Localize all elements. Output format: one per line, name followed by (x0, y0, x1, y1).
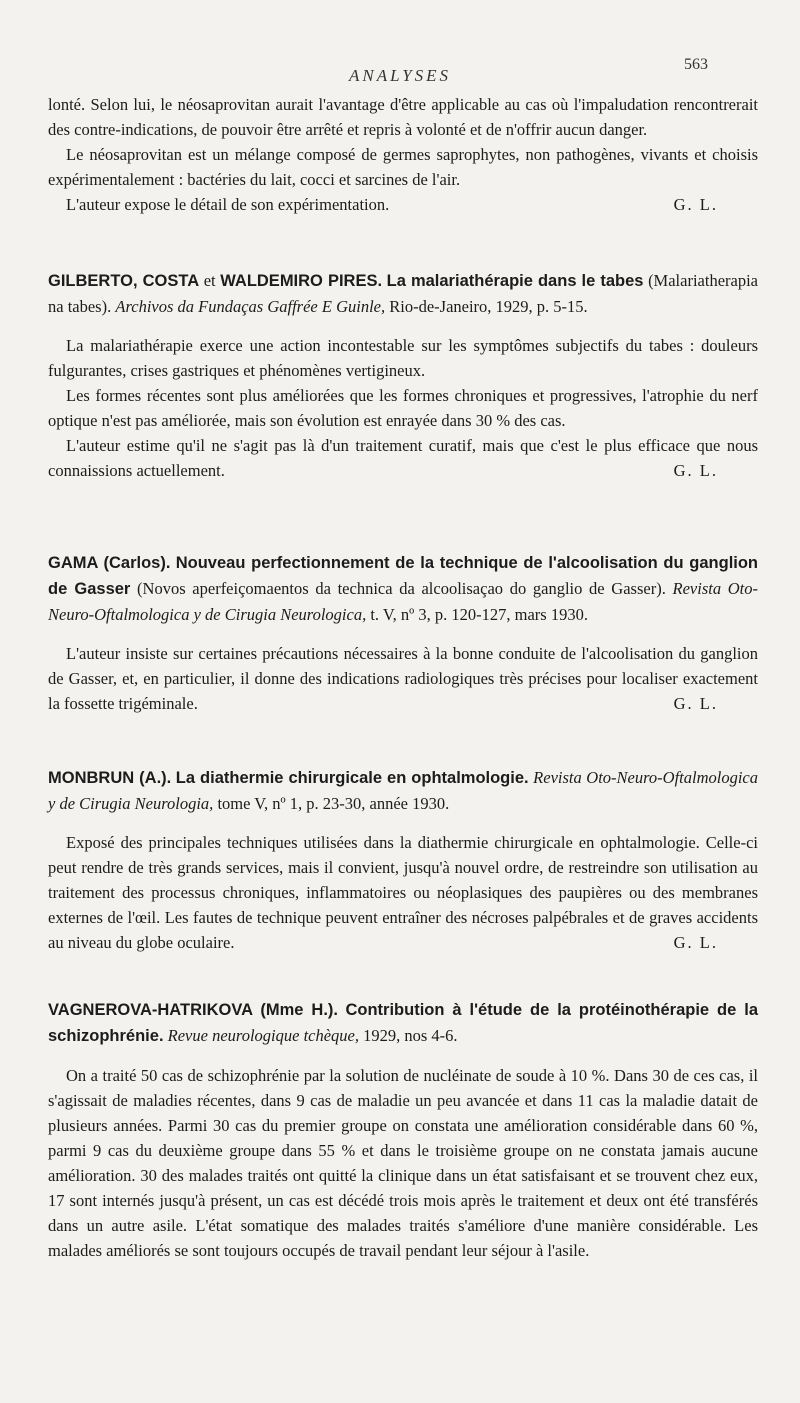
article-vagnerova (48, 997, 758, 1263)
article-title: Contribution à l'étude de la protéinothérapie de la schizophrénie. (48, 1001, 759, 1045)
article-ref: (Malariatherapia na tabes). (48, 271, 758, 316)
article-paragraph: L'auteur insiste sur certaines précautions nécessaires à la bonne conduite de l'alcoolisation du ganglion de Gasser, et, en particulier, il donne des indications radiologiques très précises pour localiser exactement la fossette trigéminale. G. L. (48, 641, 758, 716)
article-title: Nouveau perfectionnement de la technique de l'alcoolisation du ganglion de Gasser (48, 554, 759, 598)
article-ref: (Novos aperfeiçomaentos da technica da alcoolisaçao do ganglio de Gasser). (130, 579, 673, 598)
article-paragraph: Exposé des principales techniques utilisées dans la diathermie chirurgicale en ophtalmologie. Celle-ci peut rendre de très grands services, mais il convient, jusqu'à nouvel ordre, de restreindre son utilisation au traitement des processus chroniques, inflammatoires ou néoplasiques des paupières ou des membranes externes de l'œil. Les fautes de technique peuvent entraîner des nécroses palpébrales et de graves accidents au niveau du globe oculaire. G. L. (48, 830, 758, 955)
article-ref-tail: t. V, nº 3, p. 120-127, mars 1930. (366, 605, 588, 624)
article-authors: VAGNEROVA-HATRIKOVA (Mme H.). (48, 1001, 338, 1019)
author-conjunction: et (199, 271, 221, 290)
article-journal: Revista Oto-Neuro-Oftalmologica y de Cirugia Neurologia, (48, 768, 758, 813)
article-paragraph: On a traité 50 cas de schizophrénie par la solution de nucléinate de soude à 10 %. Dans 30 de ces cas, il s'agissait de maladies récentes, dans 9 cas de maladie un peu avancée et dans 11 cas la maladie datait de plusieurs années. Parmi 30 cas du premier groupe on constata une amélioration considérable dans 60 %, parmi 9 cas du deuxième groupe dans 55 % et dans le troisième groupe on ne constata jamais aucune amélioration. 30 des malades traités ont quitté la clinique dans un état satisfaisant et se trouvent chez eux, 17 sont internés jusqu'à présent, un cas est décédé trois mois après le traitement et deux ont été transférés dans un autre asile. L'état somatique des malades traités s'améliore d'une manière considérable. Les malades améliorés se sont toujours occupés de travail pendant leur séjour à l'asile. (48, 1066, 758, 1260)
article-paragraph: Les formes récentes sont plus améliorées que les formes chroniques et progressives, l'atrophie du nerf optique n'est pas améliorée, mais son évolution est enrayée dans 30 % des cas. (48, 386, 758, 430)
article-journal: Revista Oto-Neuro-Oftalmologica y de Cirugia Neurologica, (48, 579, 759, 624)
article-ref-tail: tome V, nº 1, p. 23-30, année 1930. (213, 794, 450, 813)
article-heading (48, 550, 758, 627)
article-title: La diathermie chirurgicale en ophtalmologie. (175, 769, 529, 787)
article-authors: MONBRUN (A.). (48, 769, 172, 787)
signature: G. L. (673, 195, 718, 214)
article-authors: GAMA (Carlos). (48, 554, 171, 572)
signature: G. L. (673, 933, 718, 952)
article-ref-tail: 1929, nos 4-6. (359, 1026, 458, 1045)
article-heading (48, 268, 758, 319)
article-paragraph: La malariathérapie exerce une action incontestable sur les symptômes subjectifs du tabes : douleurs fulgurantes, crises gastriques et phénomènes vertigineux. (48, 336, 758, 380)
article-gilberto (48, 268, 758, 483)
article-authors: GILBERTO, COSTA (48, 272, 200, 290)
article-ref-tail: Rio-de-Janeiro, 1929, p. 5-15. (385, 297, 588, 316)
signature: G. L. (673, 694, 718, 713)
article-journal: Archivos da Fundaças Gaffrée E Guinle, (115, 297, 386, 316)
article-journal: Revue neurologique tchèque, (167, 1026, 360, 1045)
article-authors-2: WALDEMIRO PIRES. (220, 272, 383, 290)
article-paragraph: L'auteur estime qu'il ne s'agit pas là d'un traitement curatif, mais que c'est le plus efficace que nous connaissions actuellement. G. L. (48, 433, 758, 483)
intro-paragraph: lonté. Selon lui, le néosaprovitan aurait l'avantage d'être applicable au cas où l'impaludation rencontrerait des contre-indications, de pouvoir être arrêté et repris à volonté et de n'offrir aucun danger. (48, 95, 758, 139)
article-heading (48, 765, 758, 816)
intro-section (48, 92, 758, 217)
article-monbrun (48, 765, 758, 955)
signature: G. L. (673, 461, 718, 480)
article-title: La malariathérapie dans le tabes (386, 272, 644, 290)
running-title: ANALYSES (348, 66, 452, 85)
intro-paragraph: Le néosaprovitan est un mélange composé de germes saprophytes, non pathogènes, vivants et choisis expérimentalement : bactéries du lait, cocci et sarcines de l'air. (48, 145, 758, 189)
article-heading (48, 997, 758, 1049)
page-number: 563 (684, 56, 708, 73)
intro-paragraph: L'auteur expose le détail de son expérimentation. G. L. (48, 192, 758, 217)
article-gama (48, 550, 758, 716)
